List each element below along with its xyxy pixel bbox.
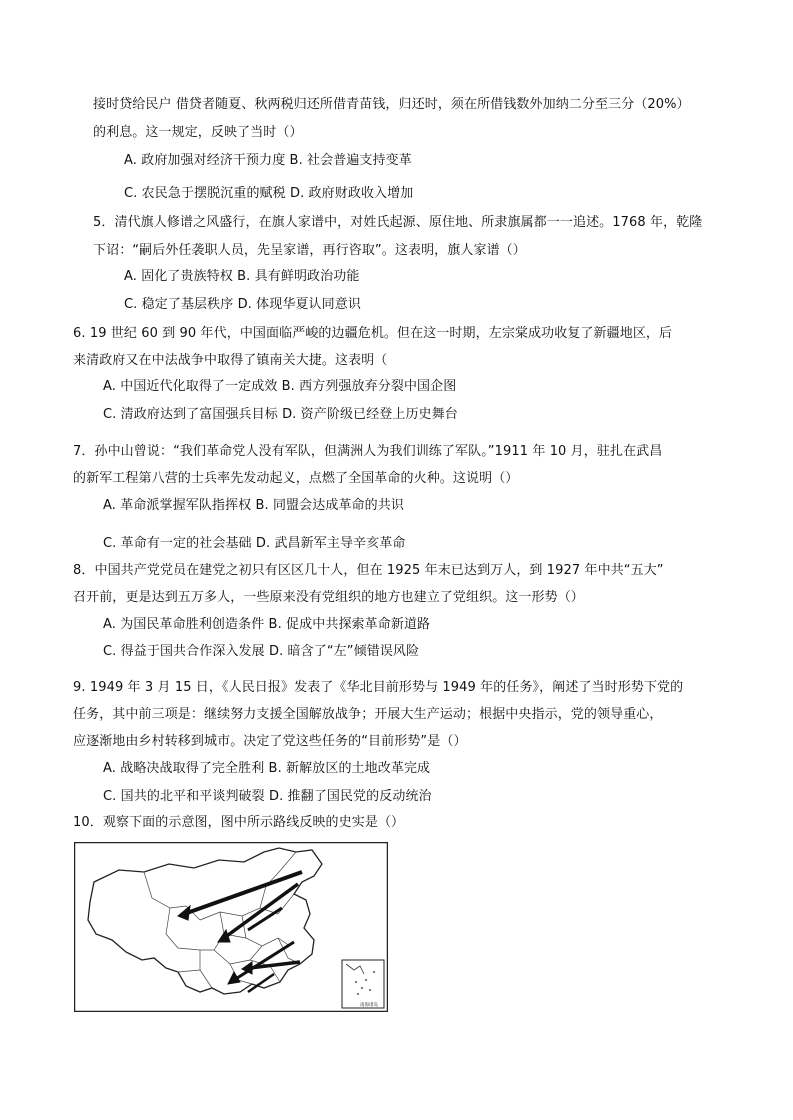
q5-options-ab: A. 固化了贵族特权 B. 具有鲜明政治功能 bbox=[124, 269, 360, 284]
q5-text-line1: 5．清代旗人修谱之风盛行，在旗人家谱中，对姓氏起源、原住地、所隶旗属都一一追述。1768 年，乾隆 bbox=[93, 215, 703, 230]
q6-options-ab: A. 中国近代化取得了一定成效 B. 西方列强放弃分裂中国企图 bbox=[103, 379, 457, 394]
q9-options-cd: C. 国共的北平和平谈判破裂 D. 推翻了国民党的反动统治 bbox=[103, 789, 432, 804]
map-frame bbox=[75, 843, 388, 1012]
q7-options-cd: C. 革命有一定的社会基础 D. 武昌新军主导辛亥革命 bbox=[103, 536, 406, 551]
q5-text-line2: 下诏：“嗣后外任袭职人员，先呈家谱，再行咨取”。这表明，旗人家谱（） bbox=[93, 243, 526, 258]
q6-text-line2: 来清政府又在中法战争中取得了镇南关大捷。这表明（ bbox=[73, 353, 388, 368]
q6-options-cd: C. 清政府达到了富国强兵目标 D. 资产阶级已经登上历史舞台 bbox=[103, 407, 458, 422]
china-route-map bbox=[74, 842, 388, 1012]
q9-text-line3: 应逐渐地由乡村转移到城市。决定了党这些任务的“目前形势”是（） bbox=[73, 734, 467, 749]
q8-text-line1: 8．中国共产党党员在建党之初只有区区几十人，但在 1925 年末已达到万人，到 1927 年中共“五大” bbox=[73, 563, 664, 578]
q8-options-ab: A. 为国民革命胜利创造条件 B. 促成中共探索革命新道路 bbox=[103, 617, 431, 632]
q6-text-line1: 6. 19 世纪 60 到 90 年代，中国面临严峻的边疆危机。但在这一时期，左宗棠成功收复了新疆地区，后 bbox=[73, 326, 673, 341]
q4-text-line2: 的利息。这一规定，反映了当时（） bbox=[93, 125, 303, 140]
q8-text-line2: 召开前，更是达到五万多人，一些原来没有党组织的地方也建立了党组织。这一形势（） bbox=[73, 590, 584, 605]
q8-options-cd: C. 得益于国共合作深入发展 D. 暗含了“左”倾错误风险 bbox=[103, 644, 420, 659]
q4-options-cd: C. 农民急于摆脱沉重的赋税 D. 政府财政收入增加 bbox=[124, 186, 414, 201]
q9-text-line1: 9. 1949 年 3 月 15 日，《人民日报》发表了《华北目前形势与 1949 年的任务》，阐述了当时形势下党的 bbox=[73, 680, 684, 695]
q7-text-line2: 的新军工程第八营的士兵率先发动起义，点燃了全国革命的火种。这说明（） bbox=[73, 471, 519, 486]
q10-text-line1: 10．观察下面的示意图，图中所示路线反映的史实是（） bbox=[73, 815, 405, 830]
q7-text-line1: 7．孙中山曾说：“我们革命党人没有军队，但满洲人为我们训练了军队。”1911 年 10 月，驻扎在武昌 bbox=[73, 444, 663, 459]
q9-text-line2: 任务，其中前三项是：继续努力支援全国解放战争；开展大生产运动；根据中央指示，党的领导重心， bbox=[73, 707, 663, 722]
q9-options-ab: A. 战略决战取得了完全胜利 B. 新解放区的土地改革完成 bbox=[103, 761, 431, 776]
q5-options-cd: C. 稳定了基层秩序 D. 体现华夏认同意识 bbox=[124, 297, 361, 312]
inset-label: 南海诸岛 bbox=[360, 1003, 378, 1008]
q4-text-line1: 接时贷给民户 借贷者随夏、秋两税归还所借青苗钱，归还时，须在所借钱数外加纳二分至三分（20%） bbox=[93, 97, 690, 112]
q4-options-ab: A. 政府加强对经济干预力度 B. 社会普遍支持变革 bbox=[124, 153, 412, 168]
inset-frame bbox=[342, 960, 384, 1008]
south-china-sea-inset bbox=[342, 960, 384, 1008]
q7-options-ab: A. 革命派掌握军队指挥权 B. 同盟会达成革命的共识 bbox=[103, 498, 404, 513]
